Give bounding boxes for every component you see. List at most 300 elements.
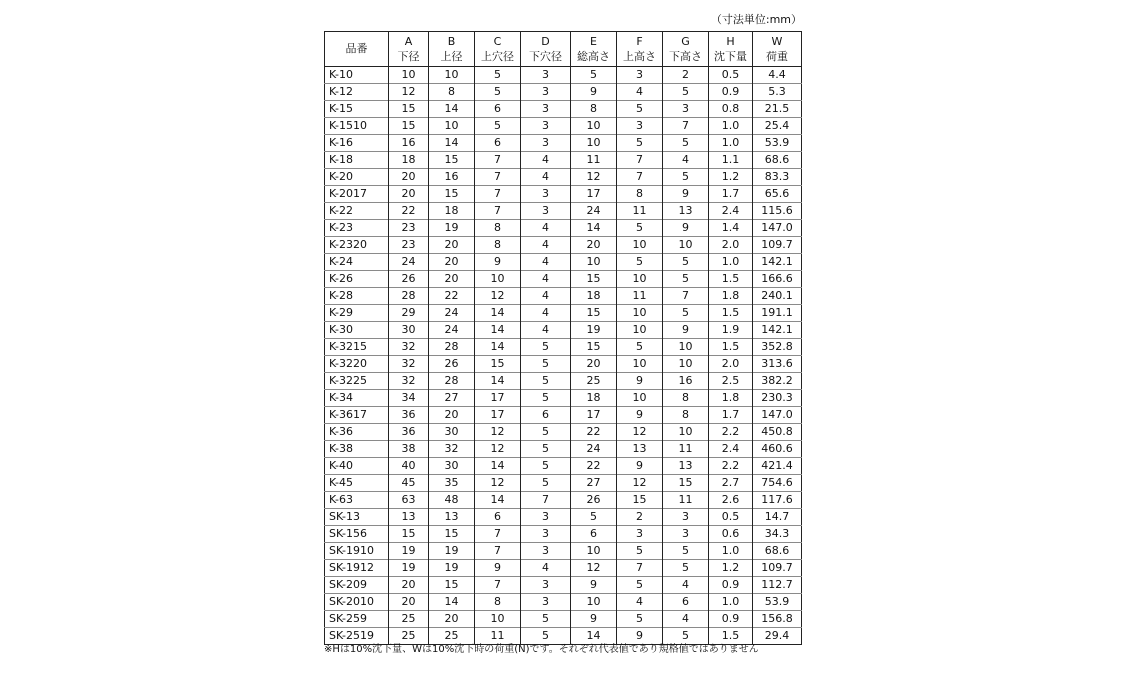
cell-a: 19 [389,560,429,577]
cell-a: 36 [389,407,429,424]
header-label: 上高さ [623,50,656,63]
cell-g: 16 [663,373,709,390]
cell-c: 6 [475,509,521,526]
cell-w: 109.7 [753,560,802,577]
cell-f: 10 [617,322,663,339]
cell-g: 13 [663,458,709,475]
header-letter: B [447,35,456,48]
cell-g: 5 [663,271,709,288]
cell-a: 12 [389,84,429,101]
cell-part-number: K-23 [325,220,389,237]
cell-f: 5 [617,101,663,118]
cell-h: 2.2 [709,424,753,441]
cell-c: 14 [475,322,521,339]
cell-part-number: K-36 [325,424,389,441]
cell-h: 2.0 [709,237,753,254]
table-row [325,152,802,169]
cell-g: 6 [663,594,709,611]
cell-e: 26 [571,492,617,509]
cell-f: 7 [617,169,663,186]
cell-g: 9 [663,220,709,237]
cell-d: 5 [521,475,571,492]
cell-a: 23 [389,237,429,254]
cell-c: 7 [475,152,521,169]
cell-b: 24 [429,305,475,322]
cell-e: 14 [571,628,617,645]
header-label: 荷重 [766,50,788,63]
cell-b: 14 [429,135,475,152]
cell-h: 1.5 [709,305,753,322]
cell-w: 450.8 [753,424,802,441]
header-d [521,32,571,67]
cell-f: 10 [617,237,663,254]
cell-e: 20 [571,237,617,254]
cell-w: 147.0 [753,407,802,424]
table-row [325,407,802,424]
cell-h: 2.0 [709,356,753,373]
cell-d: 3 [521,101,571,118]
table-row [325,424,802,441]
header-label: 下高さ [669,50,702,63]
cell-w: 460.6 [753,441,802,458]
cell-g: 5 [663,543,709,560]
spec-table [324,31,802,645]
cell-d: 5 [521,628,571,645]
cell-e: 10 [571,254,617,271]
cell-f: 3 [617,526,663,543]
unit-note: （寸法単位:mm） [710,13,802,26]
cell-w: 230.3 [753,390,802,407]
cell-b: 28 [429,373,475,390]
cell-b: 20 [429,237,475,254]
cell-w: 382.2 [753,373,802,390]
cell-a: 20 [389,186,429,203]
cell-e: 6 [571,526,617,543]
cell-c: 14 [475,305,521,322]
cell-g: 2 [663,67,709,84]
cell-c: 10 [475,271,521,288]
cell-b: 15 [429,186,475,203]
cell-f: 4 [617,84,663,101]
header-label: 上径 [440,50,463,63]
table-row [325,356,802,373]
cell-e: 15 [571,339,617,356]
cell-a: 15 [389,118,429,135]
cell-b: 19 [429,543,475,560]
cell-g: 5 [663,169,709,186]
cell-h: 0.9 [709,577,753,594]
cell-h: 1.8 [709,390,753,407]
cell-f: 5 [617,220,663,237]
cell-b: 10 [429,67,475,84]
cell-e: 5 [571,67,617,84]
cell-a: 25 [389,628,429,645]
cell-part-number: SK-1912 [325,560,389,577]
cell-w: 53.9 [753,594,802,611]
cell-part-number: K-2320 [325,237,389,254]
cell-d: 6 [521,407,571,424]
cell-d: 5 [521,424,571,441]
cell-c: 8 [475,237,521,254]
header-e [571,32,617,67]
table-row [325,509,802,526]
cell-f: 15 [617,492,663,509]
cell-g: 15 [663,475,709,492]
table-row [325,220,802,237]
cell-f: 13 [617,441,663,458]
header-label: 総高さ [577,50,610,63]
cell-f: 10 [617,356,663,373]
cell-b: 15 [429,526,475,543]
header-label: 下径 [397,50,420,63]
cell-h: 1.7 [709,407,753,424]
cell-b: 27 [429,390,475,407]
cell-c: 9 [475,560,521,577]
table-row [325,84,802,101]
cell-part-number: K-1510 [325,118,389,135]
cell-a: 18 [389,152,429,169]
cell-a: 22 [389,203,429,220]
cell-w: 25.4 [753,118,802,135]
cell-c: 6 [475,135,521,152]
table-row [325,475,802,492]
cell-f: 12 [617,475,663,492]
cell-b: 32 [429,441,475,458]
cell-a: 20 [389,169,429,186]
cell-c: 6 [475,101,521,118]
header-h [709,32,753,67]
cell-e: 20 [571,356,617,373]
cell-a: 30 [389,322,429,339]
cell-h: 0.8 [709,101,753,118]
cell-d: 4 [521,220,571,237]
cell-b: 10 [429,118,475,135]
cell-e: 9 [571,611,617,628]
cell-d: 4 [521,288,571,305]
cell-w: 117.6 [753,492,802,509]
cell-w: 109.7 [753,237,802,254]
cell-a: 16 [389,135,429,152]
cell-g: 11 [663,492,709,509]
cell-b: 28 [429,339,475,356]
cell-part-number: K-16 [325,135,389,152]
cell-f: 5 [617,611,663,628]
table-row [325,118,802,135]
cell-f: 10 [617,271,663,288]
cell-e: 15 [571,305,617,322]
cell-g: 13 [663,203,709,220]
cell-h: 0.6 [709,526,753,543]
cell-w: 53.9 [753,135,802,152]
table-row [325,203,802,220]
cell-d: 3 [521,84,571,101]
table-row [325,186,802,203]
cell-b: 26 [429,356,475,373]
cell-c: 7 [475,543,521,560]
cell-e: 24 [571,441,617,458]
cell-e: 10 [571,135,617,152]
cell-d: 4 [521,305,571,322]
cell-c: 11 [475,628,521,645]
cell-c: 12 [475,441,521,458]
cell-h: 2.2 [709,458,753,475]
cell-c: 5 [475,84,521,101]
header-letter: A [404,35,413,48]
cell-h: 1.0 [709,135,753,152]
cell-g: 3 [663,101,709,118]
cell-h: 2.6 [709,492,753,509]
cell-c: 14 [475,339,521,356]
header-row [325,32,802,67]
cell-h: 1.7 [709,186,753,203]
cell-a: 26 [389,271,429,288]
table-row [325,237,802,254]
cell-part-number: K-15 [325,101,389,118]
cell-g: 5 [663,84,709,101]
cell-d: 7 [521,492,571,509]
cell-c: 8 [475,594,521,611]
table-row [325,441,802,458]
cell-h: 1.9 [709,322,753,339]
header-label: 下穴径 [529,50,562,63]
cell-w: 68.6 [753,152,802,169]
cell-e: 24 [571,203,617,220]
cell-part-number: SK-259 [325,611,389,628]
cell-part-number: K-38 [325,441,389,458]
cell-f: 5 [617,543,663,560]
cell-b: 20 [429,254,475,271]
cell-h: 1.4 [709,220,753,237]
header-letter: C [493,35,502,48]
table-header [325,32,802,67]
cell-c: 7 [475,186,521,203]
cell-c: 12 [475,424,521,441]
cell-b: 19 [429,220,475,237]
cell-d: 5 [521,441,571,458]
cell-a: 19 [389,543,429,560]
cell-e: 10 [571,118,617,135]
cell-part-number: K-3617 [325,407,389,424]
cell-a: 20 [389,594,429,611]
cell-c: 7 [475,577,521,594]
cell-w: 115.6 [753,203,802,220]
cell-b: 48 [429,492,475,509]
cell-b: 35 [429,475,475,492]
table-row [325,577,802,594]
header-w [753,32,802,67]
cell-f: 4 [617,594,663,611]
cell-h: 1.1 [709,152,753,169]
cell-part-number: K-26 [325,271,389,288]
cell-f: 9 [617,373,663,390]
table-row [325,67,802,84]
cell-h: 2.4 [709,203,753,220]
cell-a: 23 [389,220,429,237]
cell-g: 4 [663,577,709,594]
cell-w: 142.1 [753,322,802,339]
cell-d: 4 [521,271,571,288]
header-letter: G [681,35,690,48]
cell-d: 4 [521,322,571,339]
cell-w: 112.7 [753,577,802,594]
cell-w: 313.6 [753,356,802,373]
cell-a: 29 [389,305,429,322]
cell-b: 14 [429,101,475,118]
cell-a: 32 [389,339,429,356]
cell-g: 8 [663,390,709,407]
cell-part-number: K-3225 [325,373,389,390]
cell-part-number: K-10 [329,68,354,81]
cell-e: 5 [571,509,617,526]
cell-h: 1.5 [709,339,753,356]
cell-b: 13 [429,509,475,526]
cell-g: 10 [663,356,709,373]
cell-h: 0.5 [709,509,753,526]
table-row [325,543,802,560]
cell-f: 5 [617,254,663,271]
cell-g: 7 [663,118,709,135]
cell-g: 8 [663,407,709,424]
cell-g: 11 [663,441,709,458]
cell-part-number: K-30 [325,322,389,339]
table-row [325,169,802,186]
cell-part-number: SK-13 [325,509,389,526]
header-letter: F [636,35,643,48]
cell-b: 20 [429,407,475,424]
cell-h: 1.2 [709,560,753,577]
cell-w: 14.7 [753,509,802,526]
cell-e: 18 [571,288,617,305]
cell-b: 30 [429,458,475,475]
header-c [475,32,521,67]
cell-b: 30 [429,424,475,441]
cell-a: 63 [389,492,429,509]
cell-f: 9 [617,628,663,645]
cell-g: 9 [663,322,709,339]
cell-h: 1.0 [709,594,753,611]
cell-a: 10 [389,67,429,84]
cell-g: 4 [663,611,709,628]
header-label: 沈下量 [714,50,747,63]
cell-f: 9 [617,458,663,475]
cell-c: 9 [475,254,521,271]
cell-e: 11 [571,152,617,169]
cell-a: 40 [389,458,429,475]
cell-h: 1.0 [709,118,753,135]
cell-f: 12 [617,424,663,441]
cell-b: 24 [429,322,475,339]
cell-w: 29.4 [753,628,802,645]
cell-e: 17 [571,186,617,203]
cell-h: 1.0 [709,254,753,271]
cell-part-number: K-45 [325,475,389,492]
cell-w: 4.4 [753,67,802,84]
cell-c: 17 [475,390,521,407]
cell-d: 3 [521,577,571,594]
cell-part-number: K-34 [325,390,389,407]
cell-d: 4 [521,560,571,577]
cell-f: 2 [617,509,663,526]
cell-a: 32 [389,373,429,390]
cell-e: 19 [571,322,617,339]
table-row [325,526,802,543]
cell-f: 5 [617,577,663,594]
cell-b: 15 [429,577,475,594]
cell-d: 4 [521,237,571,254]
cell-g: 10 [663,339,709,356]
cell-f: 8 [617,186,663,203]
cell-b: 25 [429,628,475,645]
cell-c: 5 [475,67,521,84]
cell-g: 5 [663,135,709,152]
cell-part-number: SK-2519 [325,628,389,645]
cell-d: 4 [521,169,571,186]
cell-w: 191.1 [753,305,802,322]
cell-a: 36 [389,424,429,441]
cell-w: 68.6 [753,543,802,560]
header-f [617,32,663,67]
cell-part-number: K-2017 [325,186,389,203]
cell-g: 5 [663,305,709,322]
cell-e: 12 [571,169,617,186]
table-row [325,628,802,645]
cell-e: 27 [571,475,617,492]
cell-w: 421.4 [753,458,802,475]
cell-e: 8 [571,101,617,118]
table-row [325,254,802,271]
cell-f: 9 [617,407,663,424]
table-body [325,67,802,645]
cell-d: 5 [521,373,571,390]
header-part-number [325,32,389,67]
cell-w: 166.6 [753,271,802,288]
cell-a: 15 [389,101,429,118]
cell-a: 38 [389,441,429,458]
table-row [325,560,802,577]
header-label: 品番 [345,42,368,55]
cell-part-number: K-20 [325,169,389,186]
cell-d: 4 [521,254,571,271]
cell-a: 13 [389,509,429,526]
cell-part-number: K-22 [325,203,389,220]
cell-part-number: SK-2010 [325,594,389,611]
cell-f: 7 [617,560,663,577]
cell-d: 5 [521,611,571,628]
cell-g: 7 [663,288,709,305]
table-row [325,611,802,628]
table-row [325,135,802,152]
cell-w: 147.0 [753,220,802,237]
cell-g: 9 [663,186,709,203]
cell-a: 28 [389,288,429,305]
cell-h: 2.4 [709,441,753,458]
cell-c: 10 [475,611,521,628]
cell-c: 14 [475,492,521,509]
table-row [325,101,802,118]
cell-g: 4 [663,152,709,169]
cell-c: 5 [475,118,521,135]
cell-d: 3 [521,203,571,220]
table-row [325,390,802,407]
cell-d: 3 [521,135,571,152]
cell-d: 5 [521,339,571,356]
cell-e: 10 [571,543,617,560]
cell-f: 7 [617,152,663,169]
cell-g: 5 [663,628,709,645]
table-row [325,305,802,322]
cell-a: 34 [389,390,429,407]
cell-h: 0.5 [709,67,753,84]
